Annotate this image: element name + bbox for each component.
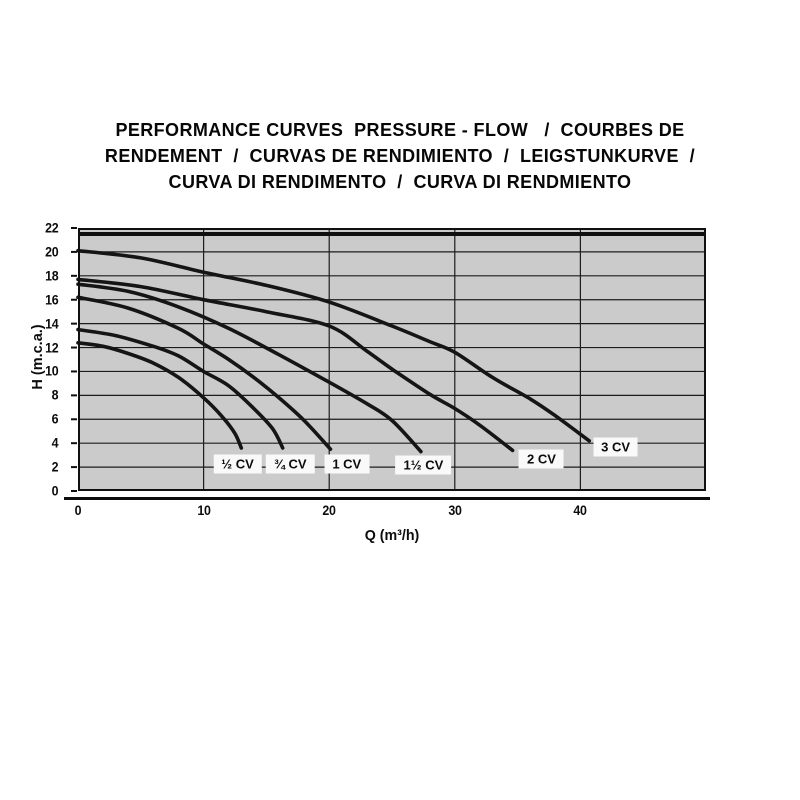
y-tick-label: 4 — [51, 435, 58, 451]
curve-label-2: ¾ CV — [266, 454, 315, 473]
curve-label-1: ½ CV — [213, 454, 262, 473]
x-axis-title: Q (m³/h) — [364, 527, 420, 544]
chart-title — [0, 117, 800, 195]
y-tick-label: 10 — [44, 363, 58, 379]
y-tick-label: 0 — [51, 483, 58, 499]
x-tick-label: 10 — [196, 503, 211, 518]
x-axis-tick-labels — [74, 503, 706, 521]
curve-label-6: 3 CV — [593, 437, 638, 456]
curve-labels-layer — [78, 228, 706, 491]
x-tick-label: 0 — [74, 503, 82, 518]
curve-label-4: 1½ CV — [396, 455, 452, 474]
y-axis-title: H (m.c.a.) — [30, 324, 46, 390]
y-tick-label: 14 — [44, 316, 58, 332]
x-tick-label: 30 — [448, 503, 462, 518]
title-line-2: RENDEMENT / CURVAS DE RENDIMIENTO / LEIGSTUNKURVE / — [104, 146, 696, 166]
performance-chart — [78, 228, 706, 491]
x-tick-label: 20 — [322, 503, 336, 518]
curve-label-3: 1 CV — [324, 454, 369, 473]
x-axis-line — [64, 497, 710, 500]
title-line-1: PERFORMANCE CURVES PRESSURE - FLOW / COURBES DE — [115, 120, 685, 140]
y-tick-label: 8 — [51, 387, 58, 403]
y-tick-label: 20 — [44, 244, 58, 260]
y-tick-label: 6 — [51, 411, 58, 427]
y-tick-label: 2 — [51, 459, 58, 475]
y-tick-label: 18 — [44, 268, 58, 284]
y-tick-label: 12 — [44, 340, 58, 356]
curve-label-5: 2 CV — [519, 449, 564, 468]
y-axis-tick-labels — [28, 220, 68, 499]
title-line-3: CURVA DI RENDIMENTO / CURVA DI RENDMIENTO — [168, 172, 632, 192]
x-tick-label: 40 — [573, 503, 588, 518]
y-tick-label: 16 — [44, 292, 58, 308]
y-tick-label: 22 — [44, 220, 58, 236]
